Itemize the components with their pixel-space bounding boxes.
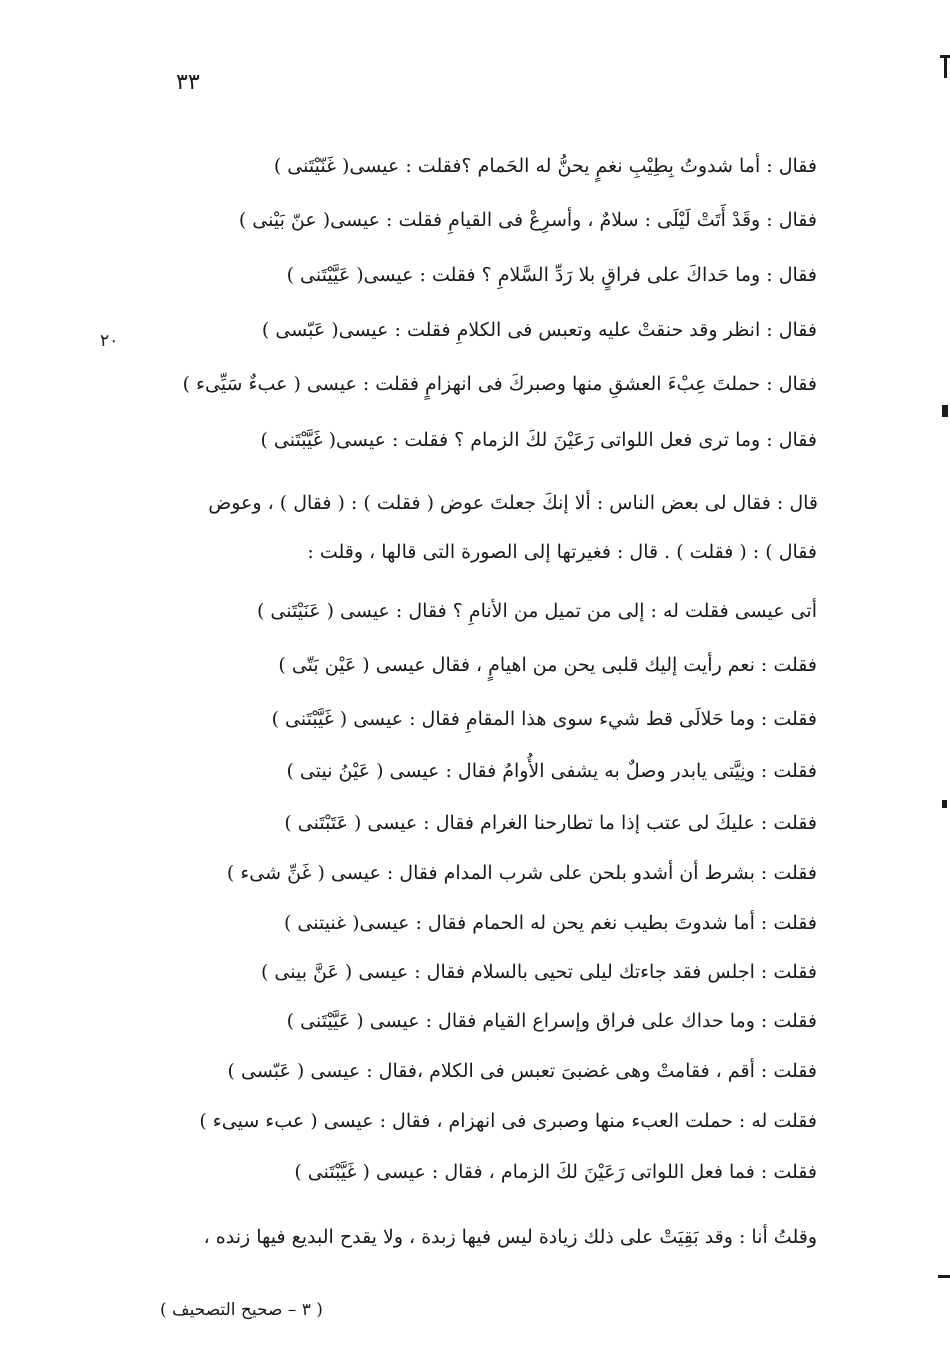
verse-line: فقال : وما حَداكَ على فراقٍ بلا رَدِّ السَّلامِ ؟ فقلت : عيسى( عَيَّيْتَنى ) bbox=[286, 264, 817, 286]
verse-line: فقال : وما ترى فعل اللواتى رَعَيْنَ لكَ الزمام ؟ فقلت : عيسى( غَيَّبْتَنى ) bbox=[260, 429, 817, 451]
scan-edge-mark bbox=[942, 405, 948, 417]
verse-line: فقلت : بشرط أن أشدو بلحن على شرب المدام فقال : عيسى ( غَنِّ شىء ) bbox=[226, 862, 817, 884]
verse-line: فقال : انظر وقد حنقتْ عليه وتعبس فى الكلامِ فقلت : عيسى( عَبّسى ) bbox=[261, 319, 817, 341]
intro-line: فقال ) : ( فقلت ) . قال : فغيرتها إلى الصورة التى قالها ، وقلت : bbox=[307, 541, 817, 563]
verse-line: فقلت : نعم رأيت إليك قلبى يحن من اهيامٍ ، فقال عيسى ( عَيْن بَتّى ) bbox=[278, 654, 817, 676]
scan-edge-mark bbox=[944, 58, 947, 78]
verse-line: فقلت : ونِيَّتى يابدر وصلٌ به يشفى الأُوامُ فقال : عيسى ( عَيْنُ نيتى ) bbox=[286, 760, 817, 782]
scan-edge-mark bbox=[938, 1275, 950, 1278]
verse-line: فقال : حملتَ عِبْءَ العشقِ منها وصبركَ فى انهزامٍ فقلت : عيسى ( عبءٌ سَيِّىء ) bbox=[182, 373, 817, 395]
intro-line: قال : فقال لى بعض الناس : ألا إنكَ جعلتَ عوض ( فقلت ) : ( فقال ) ، وعوض bbox=[208, 492, 818, 514]
verse-line: أتى عيسى فقلت له : إلى من تميل من الأنامِ ؟ فقال : عيسى ( عَنَيْتَنى ) bbox=[256, 600, 817, 622]
verse-line: فقلت : وما حداك على فراق وإسراع القيام فقال : عيسى ( عَيَّيْتَنى ) bbox=[286, 1010, 817, 1032]
verse-line: فقلت : فما فعل اللواتى رَعَيْنَ لكَ الزمام ، فقال : عيسى ( غَيَّبْتَنى ) bbox=[294, 1161, 817, 1183]
verse-line: فقلت : عليكَ لى عتب إذا ما تطارحنا الغرام فقال : عيسى ( عَتَبْتَنى ) bbox=[284, 812, 817, 834]
verse-line: فقلت له : حملت العبء منها وصبرى فى انهزام ، فقال : عيسى ( عبء سيىء ) bbox=[199, 1110, 817, 1132]
page-number: ٣٣ bbox=[176, 70, 200, 95]
margin-line-number: ٢٠ bbox=[100, 331, 119, 351]
closing-line: وقلتُ أنا : وقد بَقِيَتْ على ذلك زيادة ليس فيها زبدة ، ولا يقدح البديع فيها زنده ، bbox=[203, 1226, 817, 1248]
scan-edge-mark bbox=[942, 800, 947, 808]
verse-line: فقلت : اجلس فقد جاءتك ليلى تحيى بالسلام فقال : عيسى ( عَنَّ بينى ) bbox=[260, 961, 817, 983]
verse-line: فقلت : أقم ، فقامتْ وهى غضبىَ تعبس فى الكلام ،فقال : عيسى ( عَبّسى ) bbox=[227, 1060, 817, 1082]
verse-line: فقلت : أما شدوتَ بطيب نغم يحن له الحمام فقال : عيسى( غنيتنى ) bbox=[283, 912, 817, 934]
page-footer: ( ٣ – صحيح التصحيف ) bbox=[160, 1300, 323, 1320]
verse-line: فقال : وقَدْ أَتَتْ لَيْلَى : سلامٌ ، وأسرِعْ فى القيامِ فقلت : عيسى( عنّ بَيْنى ) bbox=[238, 209, 817, 231]
verse-line: فقال : أما شدوتُ بِطِيْبِ نغمٍ يحنُّ له الحَمام ؟فقلت : عيسى( غَنّيْتَنى ) bbox=[273, 155, 817, 177]
verse-line: فقلت : وما حَلالَى قط شيء سوى هذا المقامِ فقال : عيسى ( غَيَّبْتَنى ) bbox=[271, 708, 817, 730]
